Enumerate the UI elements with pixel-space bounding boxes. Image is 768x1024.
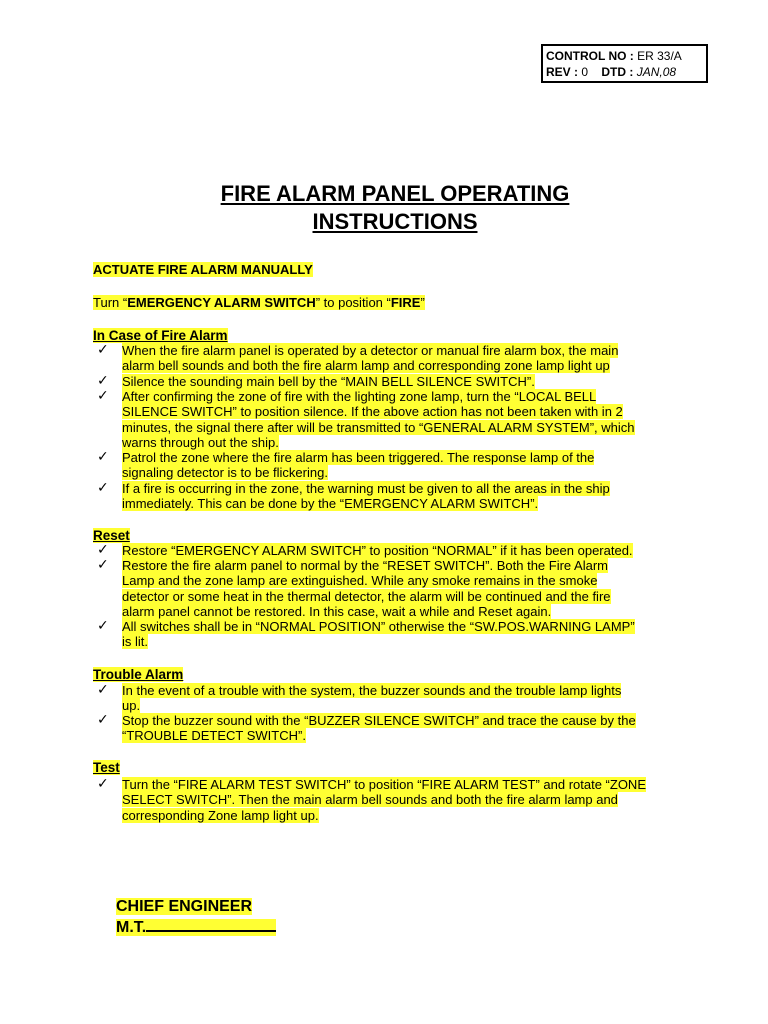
check-icon: ✓: [97, 341, 109, 357]
signature-block: [116, 898, 276, 937]
check-icon: ✓: [97, 387, 109, 403]
signature-name: M.T.: [116, 919, 276, 936]
signature-line: [146, 916, 276, 932]
check-icon: ✓: [97, 372, 109, 388]
control-no-label: CONTROL NO :: [546, 49, 634, 63]
actuate-heading: [93, 262, 313, 277]
check-icon: ✓: [97, 541, 109, 557]
turn-text-1: Turn “: [93, 295, 128, 310]
check-icon: ✓: [97, 448, 109, 464]
actuate-heading-text: ACTUATE FIRE ALARM MANUALLY: [93, 262, 313, 277]
dtd-value: JAN,08: [636, 65, 677, 79]
dtd-label: DTD :: [601, 65, 634, 79]
check-icon: ✓: [97, 479, 109, 495]
check-icon: ✓: [97, 556, 109, 572]
turn-text-3: ”: [420, 295, 425, 310]
check-icon: ✓: [97, 617, 109, 633]
section-test-heading: Test: [93, 760, 120, 775]
title-line-1: FIRE ALARM PANEL OPERATING: [220, 181, 570, 206]
check-icon: ✓: [97, 681, 109, 697]
section-reset-heading: Reset: [93, 528, 130, 543]
control-no-value: ER 33/A: [637, 49, 682, 63]
section-fire-heading: In Case of Fire Alarm: [93, 328, 228, 343]
title-line-2: INSTRUCTIONS: [312, 209, 478, 234]
rev-label: REV :: [546, 65, 579, 79]
page-title: [0, 180, 768, 236]
turn-text-2: ” to position “: [315, 295, 391, 310]
rev-value: 0: [581, 65, 589, 79]
check-icon: ✓: [97, 775, 109, 791]
section-trouble-heading: Trouble Alarm: [93, 667, 184, 682]
turn-text-switch: EMERGENCY ALARM SWITCH: [127, 295, 316, 310]
signature-title: CHIEF ENGINEER: [116, 898, 253, 915]
turn-instruction: [93, 295, 425, 310]
control-no-line: [546, 48, 706, 64]
control-box: [541, 44, 708, 83]
turn-text-fire: FIRE: [390, 295, 421, 310]
rev-line: [546, 64, 706, 80]
check-icon: ✓: [97, 711, 109, 727]
